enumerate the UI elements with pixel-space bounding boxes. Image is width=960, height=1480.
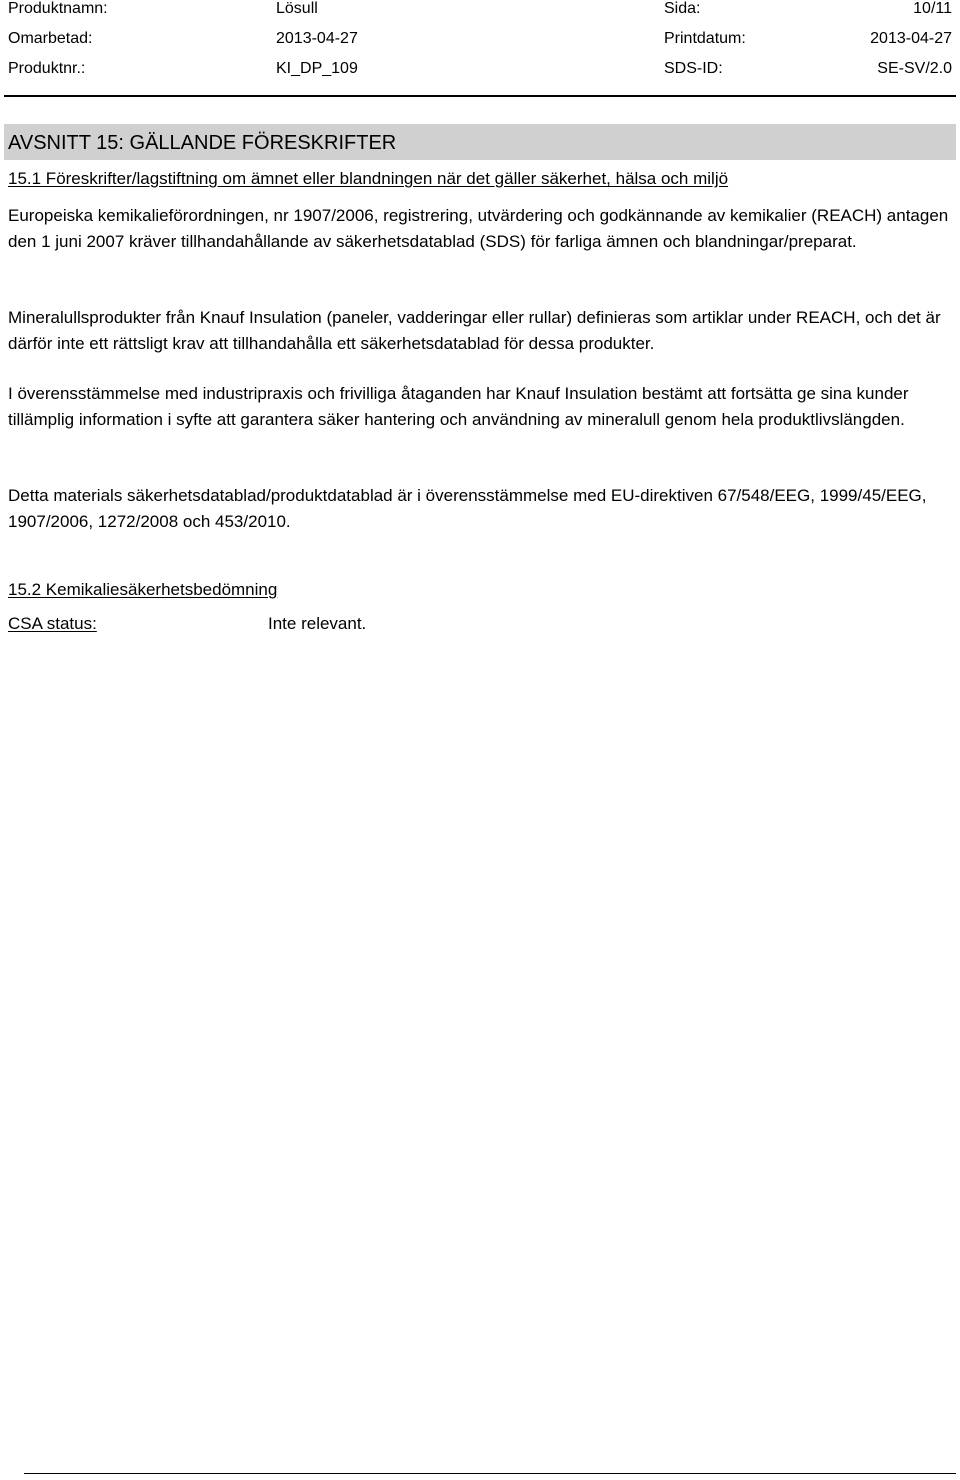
header-value-sds-id: SE-SV/2.0 xyxy=(877,60,952,77)
header-value-product-number: KI_DP_109 xyxy=(276,60,358,77)
header-label-print-date: Printdatum: xyxy=(664,30,746,47)
header-label-sds-id: SDS-ID: xyxy=(664,60,723,77)
header-label-revised: Omarbetad: xyxy=(8,30,93,47)
subsection-15-2-heading: 15.2 Kemikaliesäkerhetsbedömning xyxy=(8,580,278,599)
paragraph-eu-directives: Detta materials säkerhetsdatablad/produktdatablad är i överensstämmelse med EU-direktiven 67/548/EEG, 1999/45/EEG, 1907/2006, 1272/2008 och 453/2010. xyxy=(8,486,927,531)
header-value-print-date: 2013-04-27 xyxy=(870,30,952,47)
header-value-revised: 2013-04-27 xyxy=(276,30,358,47)
header-label-product-name: Produktnamn: xyxy=(8,0,108,17)
header-label-page: Sida: xyxy=(664,0,701,17)
paragraph-reach-regulation: Europeiska kemikalieförordningen, nr 1907/2006, registrering, utvärdering och godkännande av kemikalier (REACH) antagen den 1 juni 2007 kräver tillhandahållande av säkerhetsdatablad (SDS) för farliga ämnen och blandningar/preparat. xyxy=(8,206,949,251)
subsection-15-1-heading: 15.1 Föreskrifter/lagstiftning om ämnet eller blandningen när det gäller säkerhet, hälsa och miljö xyxy=(8,169,729,188)
header-value-product-name: Lösull xyxy=(276,0,318,17)
header-divider xyxy=(4,95,956,97)
csa-status-label: CSA status: xyxy=(8,614,97,633)
paragraph-industry-practice: I överensstämmelse med industripraxis och frivilliga åtaganden har Knauf Insulation bestämt att fortsätta ge sina kunder tillämplig information i syfte att garantera säker hantering och användning av mineralull genom hela produktlivslängden. xyxy=(8,384,909,429)
section-title: AVSNITT 15: GÄLLANDE FÖRESKRIFTER xyxy=(8,132,397,154)
footer-divider xyxy=(24,1473,956,1474)
paragraph-mineral-wool-articles: Mineralullsprodukter från Knauf Insulation (paneler, vadderingar eller rullar) definieras som artiklar under REACH, och det är därför inte ett rättsligt krav att tillhandahålla ett säkerhetsdatablad för dessa produkter. xyxy=(8,308,941,353)
header-label-product-number: Produktnr.: xyxy=(8,60,86,77)
csa-status-value: Inte relevant. xyxy=(268,614,367,633)
header-value-page: 10/11 xyxy=(913,0,952,17)
